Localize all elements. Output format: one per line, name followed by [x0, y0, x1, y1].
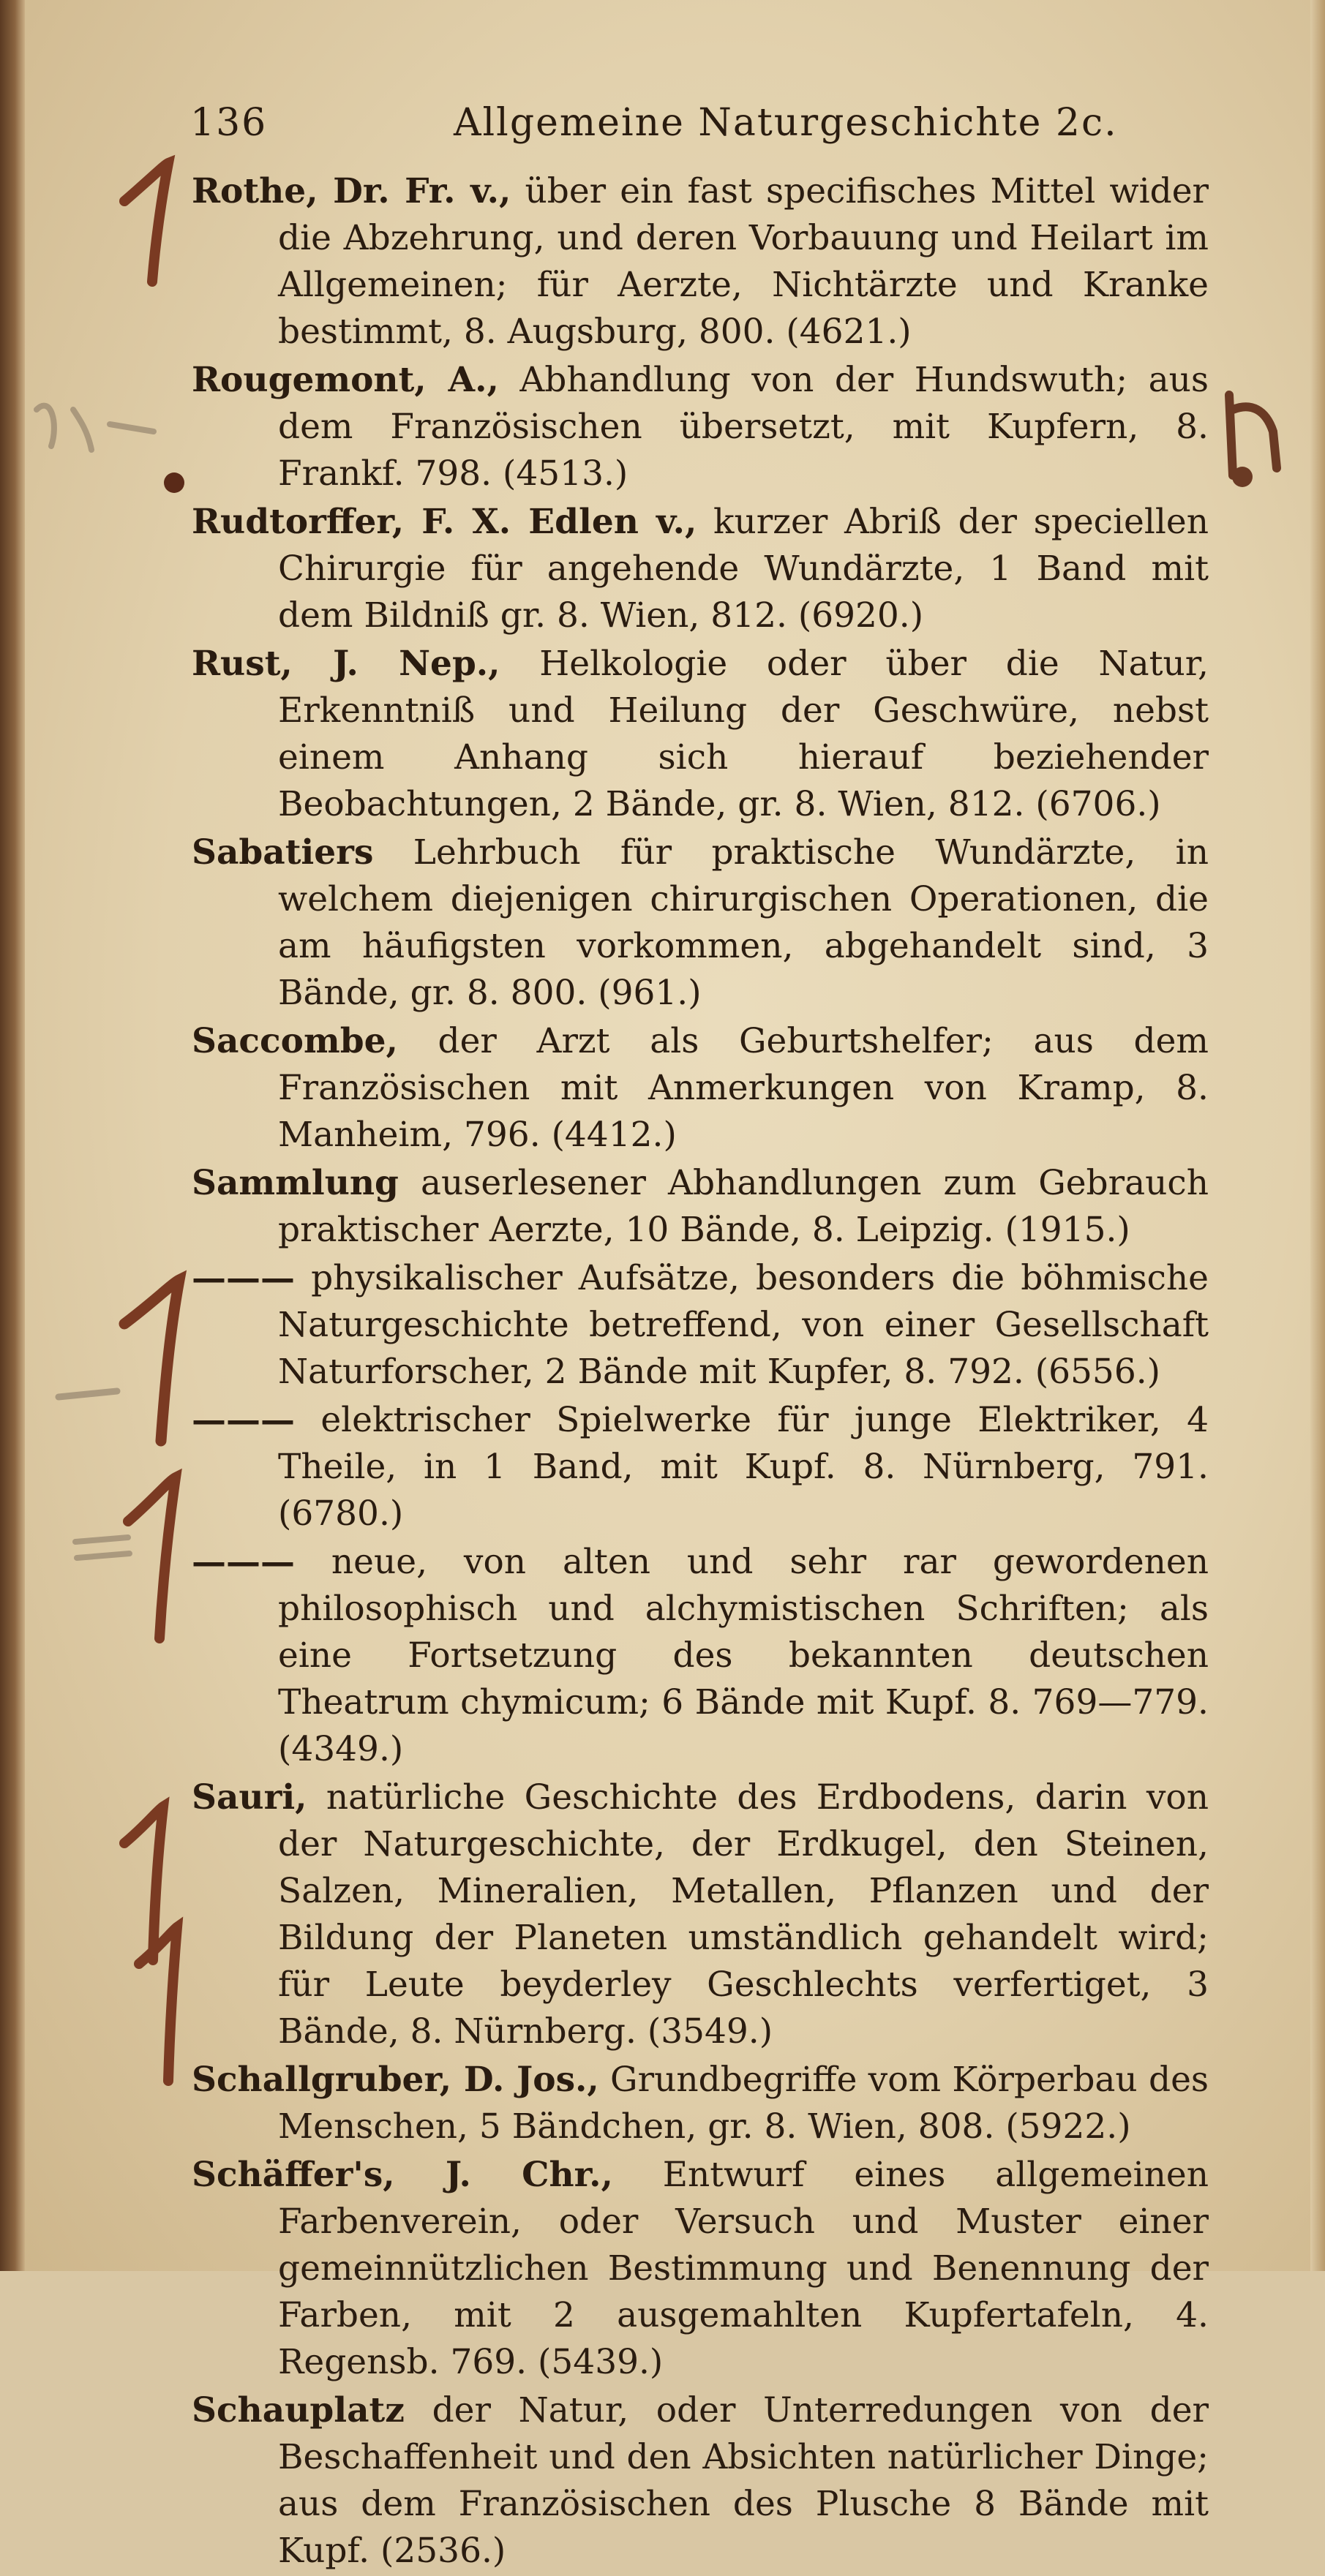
list-item: ——— neue, von alten und sehr rar gewordenen philosophisch und alchymistischen Schriften; als eine Fortsetzung des bekannten deutschen Theatrum chymicum; 6 Bände mit Kupf. 8. 769—779. (4349.) — [192, 1542, 1209, 1769]
list-item: Rudtorffer, F. X. Edlen v., kurzer Abriß der speciellen Chirurgie für angehende Wundärzte, 1 Band mit dem Bildniß gr. 8. Wien, 812. (6920.) — [192, 502, 1209, 636]
list-item: Rothe, Dr. Fr. v., über ein fast specifisches Mittel wider die Abzehrung, und deren Vorbauung und Heilart im Allgemeinen; für Aerzte, Nichtärzte und Kranke bestimmt, 8. Augsburg, 800. (4621.) — [192, 171, 1209, 352]
list-item: Rust, J. Nep., Helkologie oder über die Natur, Erkenntniß und Heilung der Geschwüre, nebst einem Anhang sich hierauf beziehender Beobachtungen, 2 Bände, gr. 8. Wien, 812. (6706.) — [192, 644, 1209, 824]
list-item: ——— elektrischer Spielwerke für junge Elektriker, 4 Theile, in 1 Band, mit Kupf. 8. Nürnberg, 791. (6780.) — [192, 1400, 1209, 1534]
faint-pencil-mark-icon — [29, 380, 161, 468]
list-item: Schauplatz der Natur, oder Unterredungen von der Beschaffenheit und den Absichten natürlicher Dinge; aus dem Französischen des Plusche 8 Bände mit Kupf. (2536.) — [192, 2390, 1209, 2571]
handwritten-mark-icon — [124, 1920, 198, 2088]
list-item: Saccombe, der Arzt als Geburtshelfer; aus dem Französischen mit Anmerkungen von Kramp, 8. Manheim, 796. (4412.) — [192, 1021, 1209, 1155]
running-title: Allgemeine Naturgeschichte 2c. — [454, 101, 1118, 145]
list-item: Schäffer's, J. Chr., Entwurf eines allgemeinen Farbenverein, oder Versuch und Muster einer gemeinnützlichen Bestimmung und Benennung der Farben, mit 2 ausgemahlten Kupfertafeln, 4. Regensb. 769. (5439.) — [192, 2155, 1209, 2382]
list-item: Sammlung auserlesener Abhandlungen zum Gebrauch praktischer Aerzte, 10 Bände, 8. Leipzig. (1915.) — [192, 1163, 1209, 1250]
handwritten-n-mark-icon — [1215, 380, 1295, 505]
list-item: ——— physikalischer Aufsätze, besonders die böhmische Naturgeschichte betreffend, von einer Gesellschaft Naturforscher, 2 Bände mit Kupfer, 8. 792. (6556.) — [192, 1258, 1209, 1392]
handwritten-mark-icon — [102, 1273, 212, 1448]
pencil-double-dash-icon — [70, 1529, 135, 1573]
bibliography-list — [192, 168, 1209, 2576]
list-item: Rougemont, A., Abhandlung von der Hundswuth; aus dem Französischen übersetzt, mit Kupfern, 8. Frankf. 798. (4513.) — [192, 360, 1209, 494]
handwritten-mark-icon — [110, 157, 190, 289]
list-item: Schallgruber, D. Jos., Grundbegriffe vom Körperbau des Menschen, 5 Bändchen, gr. 8. Wien, 808. (5922.) — [192, 2060, 1209, 2147]
book-binding-edge — [0, 0, 25, 2271]
pencil-dash-icon — [51, 1382, 124, 1412]
list-item: Sabatiers Lehrbuch für praktische Wundärzte, in welchem diejenigen chirurgischen Operationen, die am häufigsten vorkommen, abgehandelt sind, 3 Bände, gr. 8. 800. (961.) — [192, 832, 1209, 1013]
page-header — [190, 101, 1215, 159]
page-edge — [1310, 0, 1325, 2271]
page-number: 136 — [190, 101, 268, 145]
list-item: Sauri, natürliche Geschichte des Erdbodens, darin von der Naturgeschichte, der Erdkugel, den Steinen, Salzen, Mineralien, Metallen, Pflanzen und der Bildung der Planeten umständlich gehandelt wird; für Leute beyderley Geschlechts verfertiget, 3 Bände, 8. Nürnberg. (3549.) — [192, 1777, 1209, 2052]
ink-dot-icon — [159, 468, 189, 497]
